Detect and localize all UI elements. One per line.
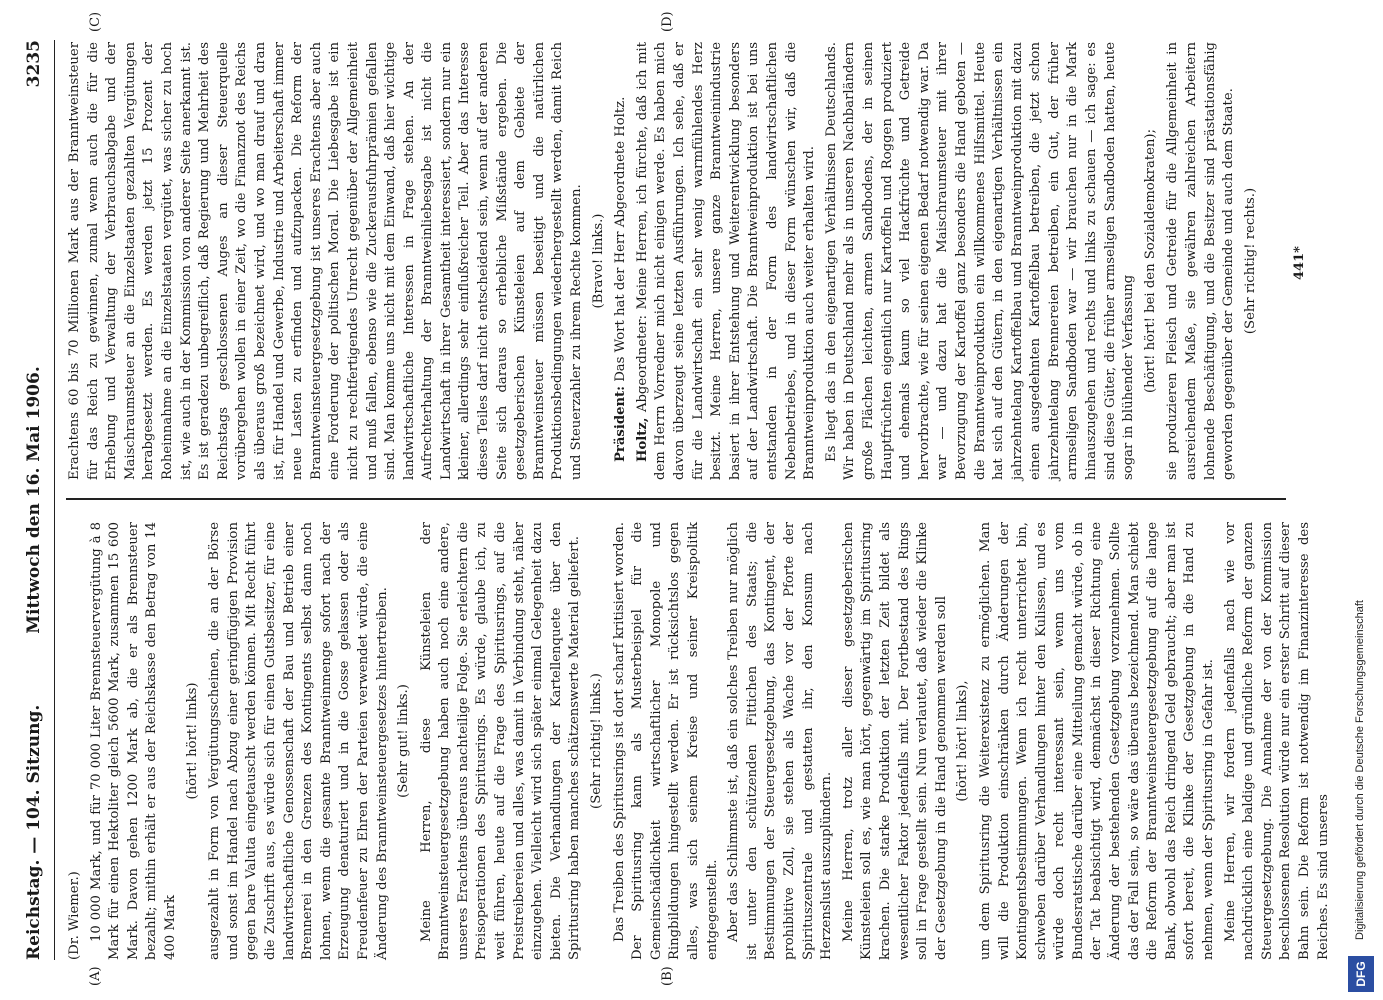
president-line [612,42,631,480]
interjection: (Sehr richtig! rechts.) [1242,187,1258,335]
header-page-number: 3235 [24,40,44,88]
speaker-holtz-label: Holtz, [634,417,650,462]
paragraph: Meine Herren, trotz aller dieser gesetzgeberischen Künsteleien soll es, wie man hört, gegenwärtig im Spiritusring krachen. Die starke Produktion der letzten Zeit bildet als wesentlicher Faktor jedenfalls mit. Der Fortbestand des Rings soll in Frage gestellt sein. Nun verlautet, daß wieder die Klinke der Gesetzgebung in die Hand genommen werden soll [840,522,949,960]
header-session: Reichstag. — 104. Sitzung. [24,704,44,960]
paragraph: 10 000 Mark, und für 70 000 Liter Brennsteuervergütung à 8 Mark für einen Hektoliter gleich 5600 Mark, zusammen 15 600 Mark. Davon gehen 1200 Mark ab, die er als Brennsteuer bezahlt; mithin erhält er aus der Reichskasse den Betrag von 14 400 Mark [88,522,178,960]
paragraph: sie produzieren Fleisch und Getreide für die Allgemeinheit in ausreichendem Maße, sie gewähren zahlreichen Arbeitern lohnende Beschäftigung, und die Besitzer sind prästationsfähig geworden gegenüber der Gemeinde und auch dem Staate. [1165,42,1237,480]
footer-sheet-number: 441* [1292,246,1307,280]
speaker-holtz-text: Abgeordneter: Meine Herren, ich fürchte, daß ich mit dem Herrn Vorredner mich nicht einigen werde. Es haben mich davon überzeugt seine letzten Ausführungen. Ich sehe, daß er für die Landwirtschaft ein sehr wenig warmfühlendes Herz besitzt. Meine Herren, unsere ganze Branntweinindustrie basiert in ihrer Entstehung und Weiterentwicklung besonders auf der Landwirtschaft. Die Branntweinproduktion ist bei uns entstanden in der Form des landwirtschaftlichen Nebenbetriebes, und in dieser Form wünschen wir, daß die Branntweinproduktion auch weiter erhalten wird. [634,42,818,480]
left-column [66,522,1336,960]
interjection: (Sehr richtig! links.) [589,673,605,809]
header-date: Mittwoch den 16. Mai 1906. [24,366,44,634]
attribution-strip [1340,0,1380,1000]
margin-marker-b: (B) [660,966,675,986]
margin-marker-a: (A) [88,966,103,986]
interjection: (hört! hört! bei den Sozialdemokraten); [1142,128,1158,394]
right-column [66,42,1264,480]
paragraph: Aber das Schlimmste ist, daß ein solches Treiben nur möglich ist unter den schützenden Fittichen des Staats; die Bestimmungen der Steuergesetzgebung, das Kontingent, der prohibitive Zoll, sie stehen als Wache vor der Pforte der Spirituszentrale und gestatten ihr, den Konsum nach Herzenslust auszuplündern. [726,522,835,960]
attribution-text: Digitalisierung gefördert durch die Deutsche Forschungsgemeinschaft [1354,600,1366,940]
dfg-logo: DFG [1348,956,1374,992]
margin-marker-d: (D) [660,11,675,32]
paragraph: Das Treiben des Spiritusrings ist dort scharf kritisiert worden. Der Spiritusring kann als Musterbeispiel für die Gemeinschädlichkeit wirtschaftlicher Monopole und Ringbildungen hingestellt werden. Er ist rücksichtslos gegen alles, was sich seinem Kreise und seiner Kreispolitik entgegenstellt. [611,522,720,960]
margin-marker-c: (C) [88,11,103,32]
interjection: (hört! hört! links), [955,680,971,802]
paragraph: Es liegt das in den eigenartigen Verhältnissen Deutschlands. Wir haben in Deutschland mehr als in unseren Nachbarländern große Flächen leichten, armen Sandbodens, der in seinen Hauptfrüchten eigentlich nur Kartoffeln und Roggen produziert und ehemals kaum so viel Hackfrüchte und Getreide hervorbrachte, wie für seinen eigenen Bedarf notwendig war. Da war — und dazu hat die Maischraumsteuer mit ihrer Bevorzugung der Kartoffel ganz besonders die Hand geboten — die Branntweinproduktion ein willkommenes Hilfsmittel. Heute hat sich auf den Gütern, in den eigenartigen Verhältnissen ein jahrzehntelang Kartoffelbau und Branntweinproduktion mit dazu einen ausgedehnten Kartoffelbau betreiben, die jetzt schon jahrzehntelang Brennereien betreiben, ein Gut, der früher armseligen Sandboden war — wir brauchen nur in die Mark hinauszugehen und rechts und links zu schauen — ich sage: es sind diese Güter, die früher armseligen Sandboden hatten, heute sogar in blühender Verfassung [823,42,1137,480]
speaker-tag: (Dr. Wiemer.) [67,871,82,960]
interjection: (Bravo! links.) [590,213,606,309]
column-divider [66,499,1286,501]
paragraph: um dem Spiritusring die Weiterexistenz zu ermöglichen. Man will die Produktion einschränken durch Änderungen der Kontingentsbestimmungen. Wenn ich recht unterrichtet bin, schweben darüber Verhandlungen hinter den Kulissen, und es würde doch recht interessant sein, wenn uns vom Bundesratstische darüber eine Mitteilung gemacht würde, ob in der Tat beabsichtigt wird, demnächst in dieser Richtung eine Änderung der bestehenden Gesetzgebung vorzunehmen. Sollte das der Fall sein, so wäre das überaus bezeichnend. Man schiebt die Reform der Branntweinsteuergesetzgebung auf die lange Bank, obwohl das Reich dringend Geld gebraucht; aber man ist sofort bereit, die Klinke der Gesetzgebung in die Hand zu nehmen, wenn der Spiritusring in Gefahr ist. [977,522,1217,960]
paragraph: Meine Herren, diese Künsteleien der Branntweinsteuergesetzgebung haben auch noch eine andere, unseres Erachtens überaus nachteilige Folge. Sie erleichtern die Preisoperationen des Spiritusrings. Es würde, glaube ich, zu weit führen, heute auf die Frage des Spiritusrings, auf die Preistreibereien und alles, was damit in Verbindung steht, näher einzugehen. Vielleicht wird sich später einmal Gelegenheit dazu bieten. Die Verhandlungen der Kartellenquete über den Spiritusring haben manches schätzenswerte Material geliefert. [418,522,583,960]
page-header [14,40,55,960]
paragraph: ausgezahlt in Form von Vergütungsscheinen, die an der Börse und sonst im Handel nach Abzug einer geringfügigen Provision gegen bare Valuta eingetauscht werden können. Mit Recht führt die Zuschrift aus, es würde sich für einen Gutsbesitzer, für eine landwirtschaftliche Genossenschaft der Bau und Betrieb einer Brennerei in den Grenzen des Kontingents selbst dann noch lohnen, wenn die gesamte Branntweinmenge sofort nach der Erzeugung denaturiert und in die Gosse gelassen oder als Freudenfeuer zu Ehren der Parteien verwendet würde, die eine Änderung des Branntweinsteuergesetzes hintertreiben. [207,522,390,960]
paragraph: Meine Herren, wir fordern jedenfalls nach wie vor nachdrücklich eine baldige und gründliche Reform der ganzen Steuergesetzgebung. Die Annahme der von der Kommission beschlossenen Resolution würde nur ein erster Schritt auf dieser Bahn sein. Die Reform ist notwendig im Finanzinteresse des Reiches. Es sind unseres [1222,522,1331,960]
paragraph: Erachtens 60 bis 70 Millionen Mark aus der Branntweinsteuer für das Reich zu gewinnen, zumal wenn auch die für die Erhebung und Verwaltung der Verbrauchsabgabe und der Maischraumsteuer an die Einzelstaaten gezahlten Vergütungen herabgesetzt werden. Es werden jetzt 15 Prozent der Roheinnahme an die Einzelstaaten vergütet, was sicher zu hoch ist, wie auch in der Kommission von anderer Seite anerkannt ist. Es ist geradezu unbegreiflich, daß Regierung und Mehrheit des Reichstags geschlossenen Auges an dieser Steuerquelle vorübergehen wollen in einer Zeit, wo die Finanznot des Reichs als überaus groß bezeichnet wird, und wo man drauf und dran ist, für Handel und Gewerbe, Industrie und Arbeiterschaft immer neue Lasten zu erfinden und aufzupacken. Die Reform der Branntweinsteuergesetzgebung ist unseres Erachtens aber auch eine Forderung der politischen Moral. Die Liebesgabe ist ein nicht zu rechtfertigendes Unrecht gegenüber der Allgemeinheit und muß fallen, ebenso wie die Zuckerausfuhrprämien gefallen sind. Man komme uns nicht mit dem Einwand, daß hier wichtige landwirtschaftliche Interessen in Frage stehen. An der Aufrechterhaltung der Branntweinliebesgabe ist nicht die Landwirtschaft in ihrer Gesamtheit interessiert, sondern nur ein kleiner, allerdings sehr einflußreicher Teil. Aber das Interesse dieses Teiles darf nicht entscheidend sein, wenn auf der anderen Seite sich daraus so erhebliche Mißstände ergeben. Die gesetzgeberischen Künsteleien auf dem Gebiete der Branntweinsteuer müssen beseitigt und die natürlichen Produktionsbedingungen wiederhergestellt werden, damit Reich und Steuerzahler zu ihrem Rechte kommen. [67,42,585,480]
president-label: Präsident: [613,385,629,462]
interjection: (Sehr gut! links.) [396,684,412,798]
speaker-holtz-paragraph [634,42,820,480]
interjection: (hört! hört! links) [184,682,200,800]
president-text: Das Wort hat der Herr Abgeordnete Holtz. [613,96,629,382]
